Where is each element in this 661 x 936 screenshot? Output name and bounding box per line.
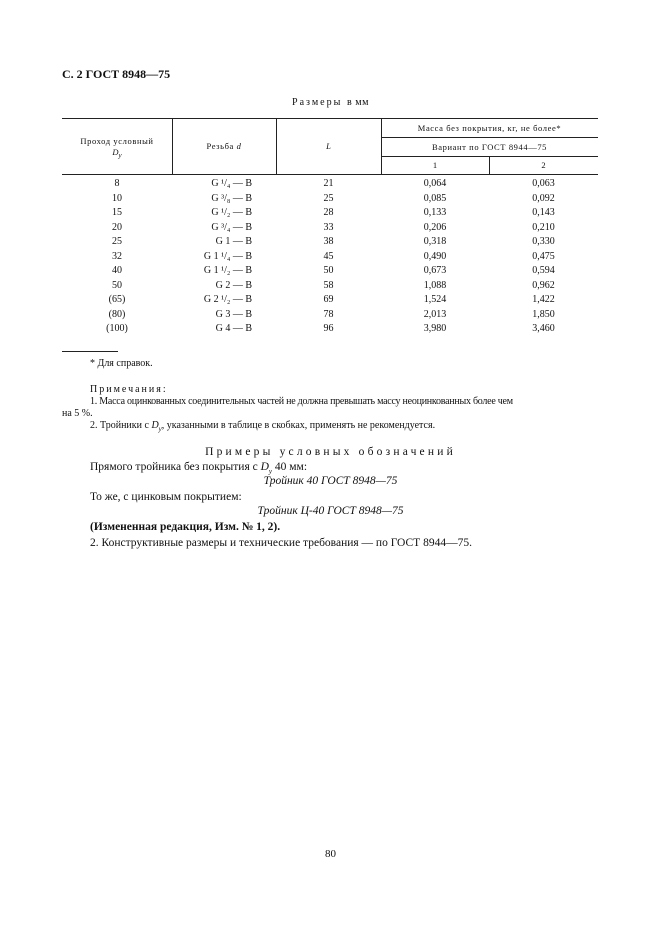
header-pass-symbol: $D_y$	[112, 147, 122, 160]
cell-length: 58	[323, 279, 334, 291]
header-thread-symbol: d	[236, 141, 242, 151]
footnote: * Для справок.	[90, 358, 153, 369]
cell-mass-variant-1: 0,064	[423, 178, 447, 189]
table-caption-unit: в мм	[347, 97, 369, 108]
cell-length: 25	[323, 192, 334, 204]
cell-mass-variant-1: 1,524	[423, 294, 447, 305]
cell-pass: 25	[112, 236, 122, 247]
cell-mass-variant-1: 0,490	[423, 250, 447, 262]
cell-mass-variant-1: 0,318	[423, 236, 447, 247]
cell-pass: (100)	[106, 323, 128, 334]
cell-pass: 20	[112, 221, 122, 233]
header-thread-label: Резьба	[206, 141, 234, 151]
cell-length: 69	[323, 294, 334, 305]
cell-mass-variant-2: 0,210	[532, 221, 555, 233]
cell-thread: G ³/₈ — B	[211, 192, 252, 204]
example-2-code: Тройник Ц-40 ГОСТ 8948—75	[257, 505, 404, 517]
cell-mass-variant-2: 1,850	[532, 308, 555, 320]
mass-header-rule	[381, 137, 598, 138]
cell-thread: G 2 ¹/₂ — B	[203, 294, 252, 305]
header-pass	[62, 136, 172, 162]
page-number: 80	[325, 848, 336, 860]
cell-mass-variant-1: 0,206	[423, 221, 447, 233]
cell-mass-variant-2: 0,063	[532, 178, 555, 189]
note-1-line-1: 1. Масса оцинкованных соединительных частей не должна превышать массу неоцинкованных более чем	[90, 396, 513, 407]
header-mass: Масса без покрытия, кг, не более*	[417, 123, 562, 133]
header-length: L	[326, 141, 331, 151]
cell-pass: 40	[112, 265, 122, 276]
column-pass-values	[62, 177, 172, 337]
cell-pass: (65)	[108, 294, 126, 305]
notes-title: Примечания:	[90, 384, 168, 395]
cell-pass: 10	[112, 192, 122, 204]
examples-title: Примеры условных обозначений	[205, 446, 456, 458]
table-caption-label: Размеры	[292, 97, 343, 108]
cell-thread: G 2 — B	[215, 279, 252, 291]
cell-mass-variant-2: 0,594	[532, 265, 555, 276]
cell-mass-variant-2: 3,460	[532, 323, 555, 334]
cell-mass-variant-1: 1,088	[423, 279, 447, 291]
cell-thread: G 1 ¹/₂ — B	[203, 265, 252, 276]
cell-mass-variant-1: 2,013	[423, 308, 447, 320]
cell-length: 96	[323, 323, 334, 334]
cell-length: 78	[323, 308, 334, 320]
column-thread-values	[172, 177, 252, 337]
cell-mass-variant-1: 0,085	[423, 192, 447, 204]
cell-pass: 32	[112, 250, 122, 262]
example-1-code: Тройник 40 ГОСТ 8948—75	[263, 475, 398, 487]
table-top-rule	[62, 118, 598, 119]
footnote-rule	[62, 351, 118, 352]
cell-length: 21	[323, 178, 334, 189]
cell-length: 38	[323, 236, 334, 247]
cell-mass-variant-2: 0,475	[532, 250, 555, 262]
cell-mass-variant-2: 0,143	[532, 207, 555, 218]
cell-pass: (80)	[108, 308, 126, 320]
cell-thread: G 4 — B	[215, 323, 252, 334]
header-variant: Вариант по ГОСТ 8944—75	[431, 142, 548, 152]
table-caption	[0, 97, 661, 108]
note-1-line-2: на 5 %.	[62, 408, 93, 419]
example-2-text: То же, с цинковым покрытием:	[90, 491, 242, 503]
cell-length: 33	[323, 221, 334, 233]
cell-mass-variant-1: 0,673	[423, 265, 447, 276]
column-mass1-values	[381, 177, 489, 337]
table-header-rule	[62, 174, 598, 175]
header-thread	[172, 141, 276, 152]
cell-mass-variant-1: 0,133	[423, 207, 447, 218]
cell-mass-variant-1: 3,980	[423, 323, 447, 334]
cell-mass-variant-2: 0,962	[532, 279, 555, 291]
cell-pass: 15	[112, 207, 122, 218]
cell-thread: G ¹/₄ — B	[211, 178, 252, 189]
header-variant-2: 2	[541, 160, 546, 170]
example-1-text: Прямого тройника без покрытия с $D_y$ 40 мм:	[90, 461, 308, 476]
page-header: С. 2 ГОСТ 8948—75	[62, 67, 171, 81]
cell-thread: G 3 — B	[215, 308, 252, 320]
cell-length: 28	[323, 207, 334, 218]
item-2-text: 2. Конструктивные размеры и технические требования — по ГОСТ 8944—75.	[90, 537, 472, 549]
cell-length: 50	[323, 265, 334, 276]
header-variant-1: 1	[432, 160, 438, 170]
cell-thread: G 1 — B	[215, 236, 252, 247]
cell-mass-variant-2: 1,422	[532, 294, 555, 305]
cell-thread: G 1 ¹/₄ — B	[203, 250, 252, 262]
revision-note: (Измененная редакция, Изм. № 1, 2).	[90, 521, 281, 533]
cell-mass-variant-2: 0,092	[532, 192, 555, 204]
cell-pass: 8	[114, 178, 120, 189]
cell-thread: G ³/₄ — B	[211, 221, 252, 233]
header-pass-label: Проход условный	[80, 136, 154, 146]
cell-thread: G ¹/₂ — B	[211, 207, 252, 218]
column-length-values	[276, 177, 381, 337]
cell-pass: 50	[112, 279, 122, 291]
note-2: 2. Тройники с $D_y$, указанными в таблице в скобках, применять не рекомендуется.	[90, 420, 436, 433]
column-mass2-values	[489, 177, 598, 337]
cell-mass-variant-2: 0,330	[532, 236, 555, 247]
cell-length: 45	[323, 250, 334, 262]
